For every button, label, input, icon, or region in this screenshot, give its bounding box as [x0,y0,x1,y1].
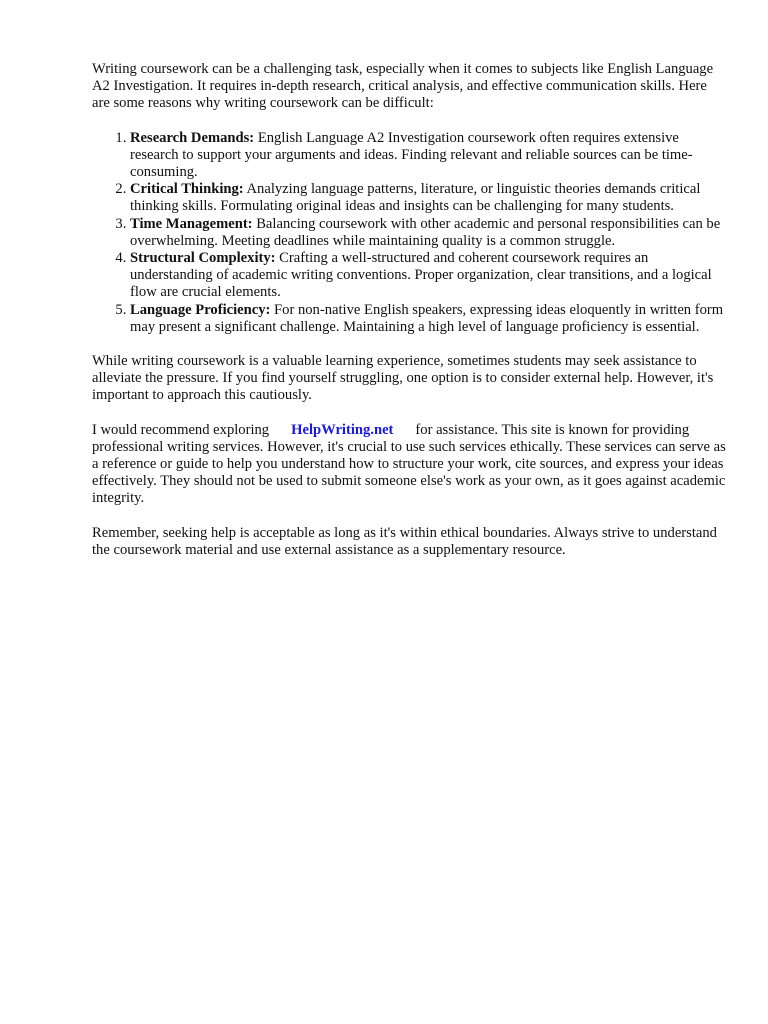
list-item-text: For non-native English speakers, expressing ideas eloquently in written form may present a significant challenge. Maintaining a high level of language proficiency is essential. [130,301,724,335]
recommendation-body-text: for assistance. This site is known for providing professional writing services. However, it's crucial to use such services ethically. These services can serve as a reference or guide to help you understand how to structure your work, cite sources, and express your ideas effectively. They should not be used to submit someone else's work as your own, as it goes against academic integrity. [92,421,726,507]
recommendation-paragraph [92,422,727,508]
list-item [130,130,727,182]
document-page [92,61,727,576]
list-item-text: Balancing coursework with other academic and personal responsibilities can be overwhelming. Meeting deadlines while maintaining quality is a common struggle. [130,215,721,249]
list-item-term: Time Management: [130,215,253,232]
assistance-paragraph: While writing coursework is a valuable learning experience, sometimes students may seek assistance to alleviate the pressure. If you find yourself struggling, one option is to consider external help. However, it's important to approach this cautiously. [92,353,714,404]
list-item [130,181,727,215]
intro-paragraph: Writing coursework can be a challenging task, especially when it comes to subjects like English Language A2 Investigation. It requires in-depth research, critical analysis, and effective communication skills. Here are some reasons why writing coursework can be difficult: [92,61,714,112]
list-item-term: Structural Complexity: [130,250,276,267]
list-item-term: Critical Thinking: [130,181,244,198]
list-item-text: Analyzing language patterns, literature, or linguistic theories demands critical thinking skills. Formulating original ideas and insights can be challenging for many students. [130,181,701,215]
list-item-text: Crafting a well-structured and coherent coursework requires an understanding of academic writing conventions. Proper organization, clear transitions, and a logical flow are crucial elements. [130,250,712,301]
closing-paragraph: Remember, seeking help is acceptable as long as it's within ethical boundaries. Always strive to understand the coursework material and use external assistance as a supplementary resource. [92,524,717,558]
reasons-list [92,130,727,336]
helpwriting-link[interactable]: HelpWriting.net [291,421,394,438]
list-item [130,250,727,302]
recommendation-lead-text: I would recommend exploring [92,421,270,438]
list-item-term: Language Proficiency: [130,301,271,318]
list-item-term: Research Demands: [130,129,255,146]
list-item [130,302,727,336]
list-item [130,216,727,250]
list-item-text: English Language A2 Investigation coursework often requires extensive research to support your arguments and ideas. Finding relevant and reliable sources can be time-consuming. [130,129,693,181]
